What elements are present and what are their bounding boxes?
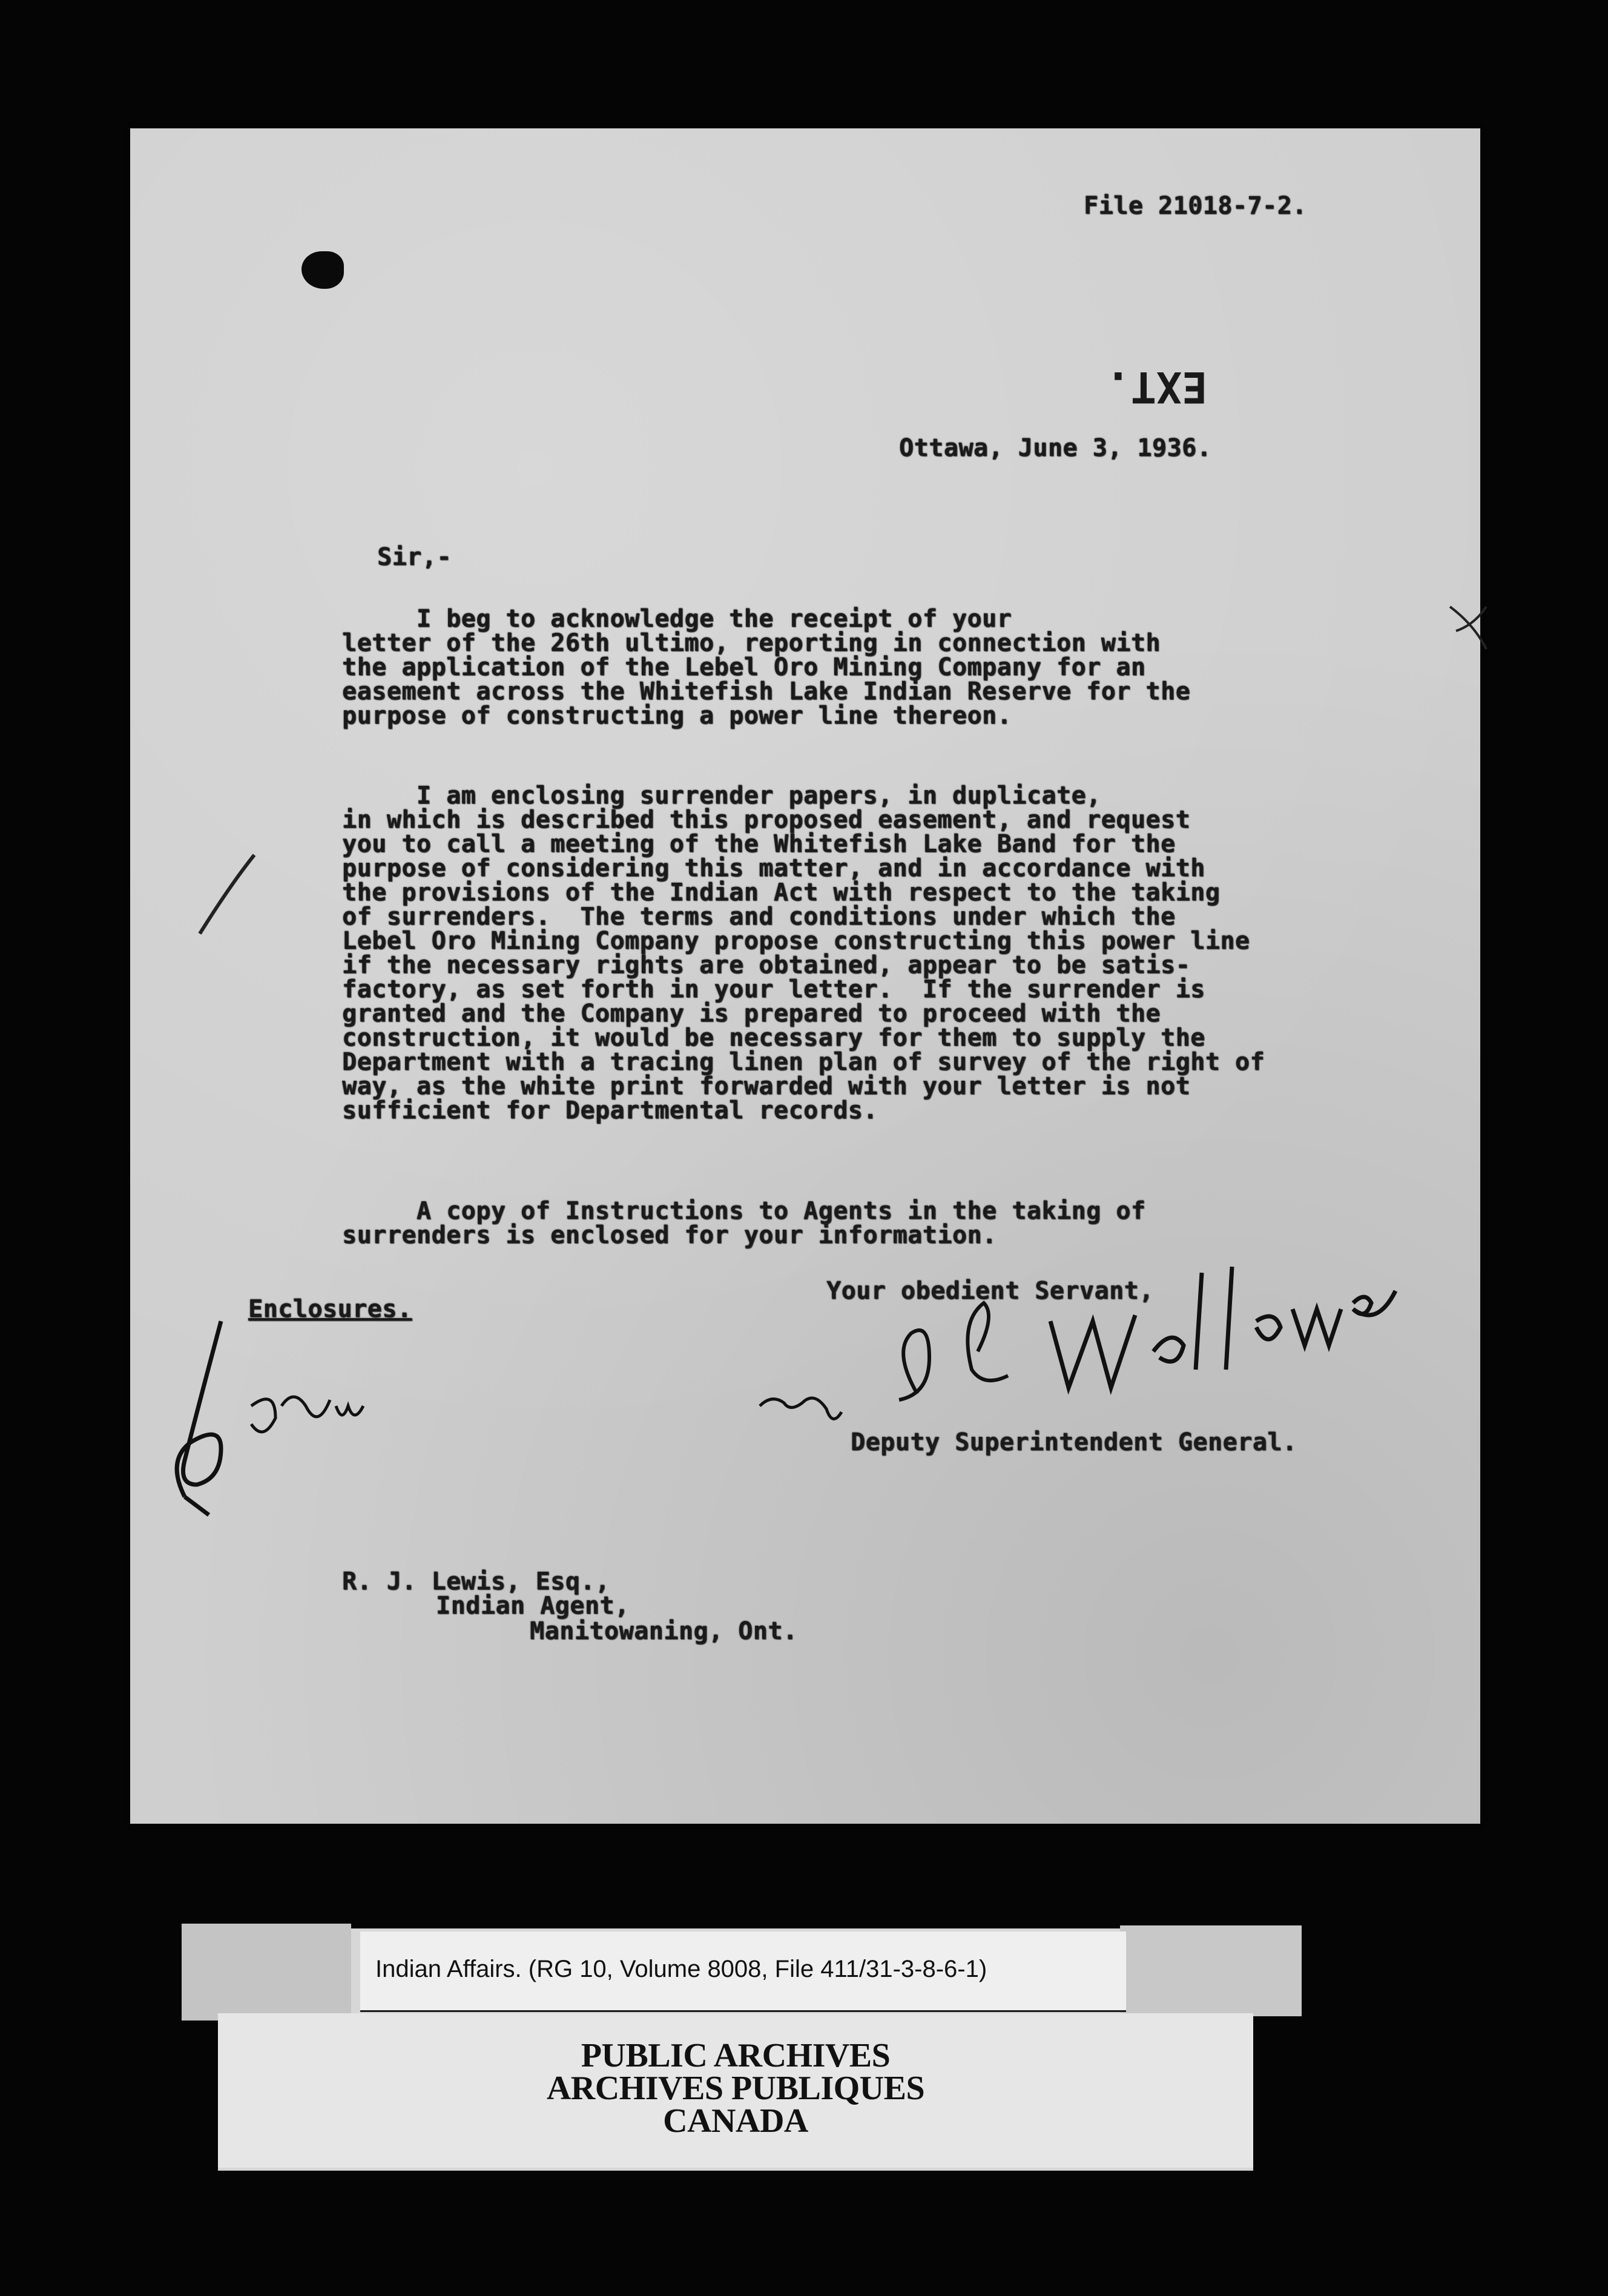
archive-name-en: PUBLIC ARCHIVES: [581, 2037, 891, 2074]
archive-label: [218, 1928, 1253, 2171]
paragraph-instructions: A copy of Instructions to Agents in the taking of surrenders is enclosed for your information.: [342, 1197, 1146, 1249]
ext-stamp-text: EXT.: [1105, 362, 1208, 412]
salutation: Sir,-: [377, 543, 452, 571]
marginal-initials: [130, 1315, 433, 1557]
margin-stroke: [194, 852, 260, 937]
archive-reference: Indian Affairs. (RG 10, Volume 8008, File 411/31-3-8-6-1): [375, 1956, 987, 1982]
archive-stamp-block: [218, 2013, 1253, 2168]
archive-country: CANADA: [663, 2102, 808, 2140]
signature-title: Deputy Superintendent General.: [851, 1428, 1297, 1456]
addressee-name: R. J. Lewis, Esq.,: [342, 1568, 610, 1595]
file-number: File 21018-7-2.: [1084, 192, 1307, 220]
ext-stamp: [1072, 355, 1241, 413]
label-tab-right: [1120, 1925, 1302, 2016]
signature: [736, 1249, 1462, 1503]
date-line: Ottawa, June 3, 1936.: [899, 434, 1212, 462]
margin-mark: [1444, 595, 1498, 667]
label-tab-left: [182, 1924, 351, 2021]
enclosures-label: Enclosures.: [248, 1295, 412, 1323]
paragraph-surrender-papers: I am enclosing surrender papers, in duplicate, in which is described this proposed easement, and request you to call a meeting of the Whitefish Lake Band for the purpose of considering this matter, and in accordance with the provisions of the Indian Act with respect to the taking of surrenders. The terms and conditions under which the Lebel Oro Mining Company propose constructing this power line if the necessary rights are obtained, appear to be satis- factory, as set forth in your letter. If the surrender is granted and the Company is prepared to proceed with the construction, it would be necessary for them to supply the Department with a tracing linen plan of survey of the right of way, as the white print forwarded with your letter is not sufficient for Departmental records.: [342, 782, 1265, 1124]
reference-card: [360, 1931, 1126, 2012]
addressee-title: Indian Agent,: [436, 1592, 630, 1620]
addressee-location: Manitowaning, Ont.: [530, 1617, 798, 1645]
closing: Your obedient Servant,: [826, 1277, 1154, 1305]
paragraph-acknowledgement: I beg to acknowledge the receipt of your letter of the 26th ultimo, reporting in connection with the application of the Lebel Oro Mining Company for an easement across the Whitefish Lake Indian Reserve for the purpose of constructing a power line thereon.: [342, 605, 1191, 730]
archive-name-fr: ARCHIVES PUBLIQUES: [546, 2070, 925, 2107]
letter-page: [130, 128, 1480, 1824]
ink-blot: [302, 251, 344, 289]
